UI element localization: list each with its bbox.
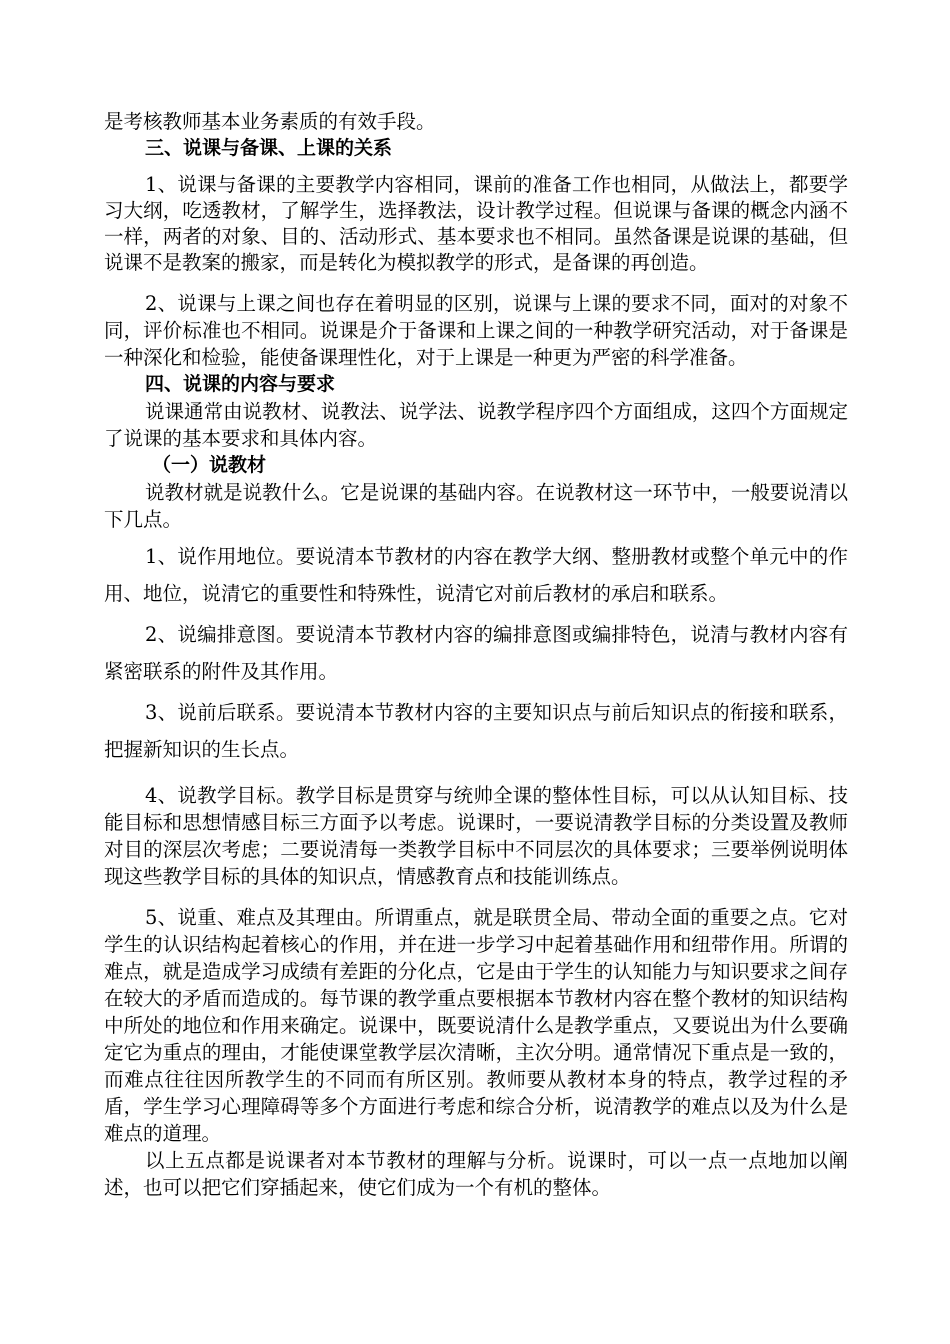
paragraph-8: 4、说教学目标。教学目标是贯穿与统帅全课的整体性目标，可以从认知目标、技能目标和思想情感目标三方面予以考虑。说课时，一要说清教学目标的分类设置及教师对目的深层次考虑；二要说清每一类教学目标中不同层次的具体要求；三要举例说明体现这些教学目标的具体的知识点，情感教育点和技能训练点。: [104, 784, 848, 888]
paragraph-10: 以上五点都是说课者对本节教材的理解与分析。说课时，可以一点一点地加以阐述，也可以把它们穿插起来，使它们成为一个有机的整体。: [104, 1149, 848, 1199]
heading-section-4: 四、说课的内容与要求: [145, 373, 336, 395]
paragraph-2: 2、说课与上课之间也存在着明显的区别，说课与上课的要求不同，面对的对象不同，评价标准也不相同。说课是介于备课和上课之间的一种教学研究活动，对于备课是一种深化和检验，能使备课理性化，对于上课是一种更为严密的科学准备。: [104, 292, 848, 369]
document-page: [104, 108, 848, 1201]
paragraph-7: 3、说前后联系。要说清本节教材内容的主要知识点与前后知识点的衔接和联系，把握新知识的生长点。: [104, 701, 848, 761]
paragraph-6: 2、说编排意图。要说清本节教材内容的编排意图或编排特色，说清与教材内容有紧密联系的附件及其作用。: [104, 623, 848, 683]
paragraph-4: 说教材就是说教什么。它是说课的基础内容。在说教材这一环节中，一般要说清以下几点。: [104, 481, 848, 531]
paragraph-3: 说课通常由说教材、说教法、说学法、说教学程序四个方面组成，这四个方面规定了说课的基本要求和具体内容。: [104, 400, 848, 450]
heading-section-3: 三、说课与备课、上课的关系: [145, 137, 393, 159]
paragraph-5: 1、说作用地位。要说清本节教材的内容在教学大纲、整册教材或整个单元中的作用、地位，说清它的重要性和特殊性，说清它对前后教材的承启和联系。: [104, 545, 848, 605]
paragraph-9: 5、说重、难点及其理由。所谓重点，就是联贯全局、带动全面的重要之点。它对学生的认识结构起着核心的作用，并在进一步学习中起着基础作用和纽带作用。所谓的难点，就是造成学习成绩有差距的分化点，它是由于学生的认知能力与知识要求之间存在较大的矛盾而造成的。每节课的教学重点要根据本节教材内容在整个教材的知识结构中所处的地位和作用来确定。说课中，既要说清什么是教学重点，又要说出为什么要确定它为重点的理由，才能使课堂教学层次清晰，主次分明。通常情况下重点是一致的，而难点往往因所教学生的不同而有所区别。教师要从教材本身的特点，教学过程的矛盾，学生学习心理障碍等多个方面进行考虑和综合分析，说清教学的难点以及为什么是难点的道理。: [104, 906, 848, 1145]
paragraph-0: 是考核教师基本业务素质的有效手段。: [104, 110, 436, 133]
heading-subsection-1: （一）说教材: [152, 454, 267, 476]
paragraph-1: 1、说课与备课的主要教学内容相同，课前的准备工作也相同，从做法上，都要学习大纲，吃透教材，了解学生，选择教法，设计教学过程。但说课与备课的概念内涵不一样，两者的对象、目的、活动形式、基本要求也不相同。虽然备课是说课的基础，但说课不是教案的搬家，而是转化为模拟教学的形式，是备课的再创造。: [104, 173, 848, 274]
